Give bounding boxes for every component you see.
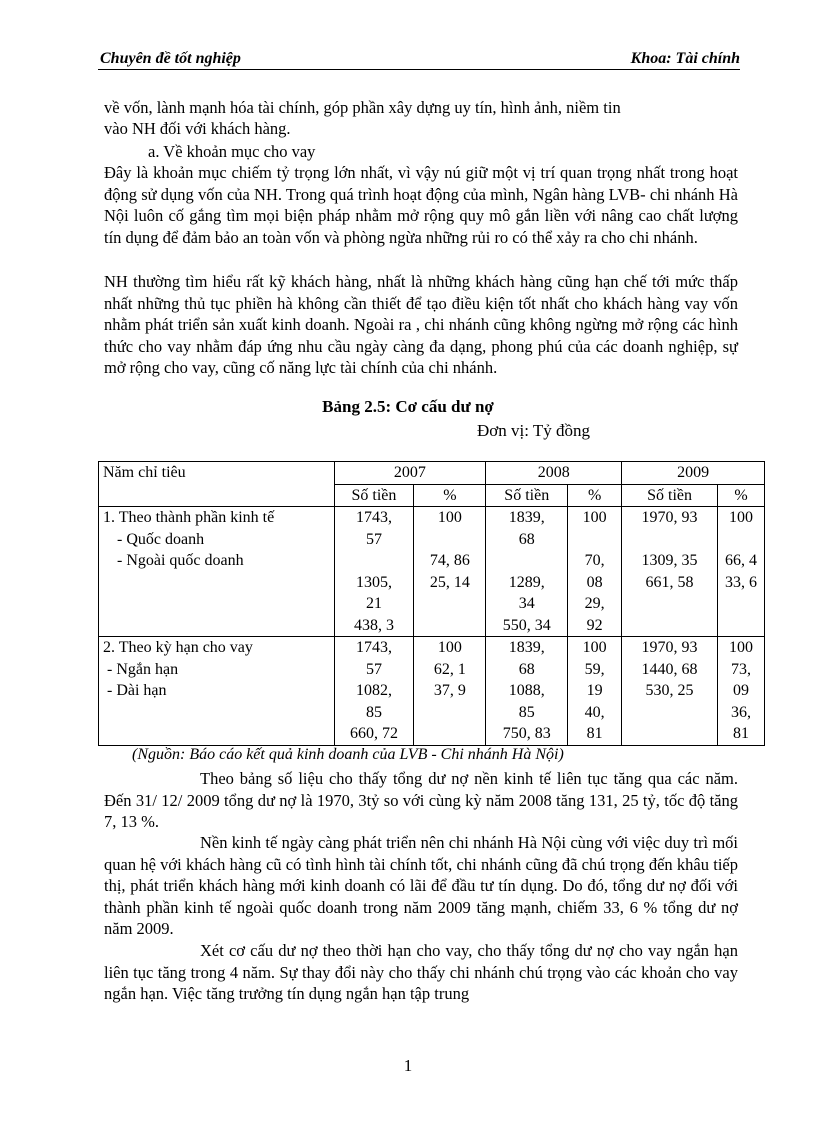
cell-line (339, 550, 410, 572)
header-left: Chuyên đề tốt nghiệp (100, 50, 241, 67)
cell-line: 68 (518, 530, 535, 548)
paragraph-4: Nền kinh tế ngày càng phát triển nên chi nhánh Hà Nội cùng với việc duy trì mối quan hệ với khách hàng cũ có tình hình tài chính tốt, chi nhánh cũng đã chú trọng đến khâu tiếp thị, phát triển khách hàng mới kinh doanh có lãi để đầu tư tín dụng. Do đó, tổng dư nợ đối với thành phần kinh tế ngoài quốc doanh trong năm 2009 tăng mạnh, chiếm 33, 6 % tổng dư nợ năm 2009. (104, 833, 738, 938)
cell-line: 1743, (355, 509, 392, 526)
cell-2009-amount (622, 507, 718, 637)
cell-line: 70, (584, 552, 605, 569)
cell-line: 37, 9 (433, 682, 466, 699)
cell-line: 21 (365, 595, 382, 612)
cell-line: 1088, (508, 682, 545, 699)
cell-line: 92 (586, 616, 603, 634)
cell-line: 59, (584, 660, 605, 678)
cell-line: 1839, (508, 639, 545, 656)
cell-line: 1970, 93 (641, 639, 698, 656)
cell-line: 1970, 93 (641, 509, 698, 526)
cell-line: 73, 09 (730, 660, 751, 699)
cell-line: 660, 72 (349, 725, 398, 742)
cell-line: 34 (518, 595, 535, 612)
table-row (99, 637, 765, 746)
cell-line: 530, 25 (645, 682, 694, 699)
cell-line: 1082, (355, 682, 392, 699)
cell-line: 19 (586, 682, 603, 699)
cell-line: 1289, (508, 573, 545, 591)
cell-2009-amount (622, 637, 718, 746)
body-line: vào NH đối với khách hàng. (104, 119, 291, 138)
cell-2007-amount (334, 507, 414, 637)
cell-line: 1440, 68 (641, 660, 698, 678)
cell-2007-pct (414, 637, 486, 746)
cell-2008-amount (486, 637, 568, 746)
cell-line: 85 (518, 703, 535, 721)
year-header: 2008 (486, 462, 622, 485)
col-header-amount: Số tiền (622, 484, 718, 507)
cell-2008-pct (568, 507, 622, 637)
cell-2009-pct (717, 507, 764, 637)
cell-line: 661, 58 (645, 573, 694, 591)
cell-line: 66, 4 (724, 552, 757, 569)
cell-line: 550, 34 (502, 616, 551, 634)
cell-2007-pct (414, 507, 486, 637)
cell-line: 100 (728, 639, 753, 656)
cell-line: 57 (365, 530, 382, 548)
year-header: 2009 (622, 462, 765, 485)
cell-line: 438, 3 (353, 616, 394, 634)
row-label: - Quốc doanh (117, 530, 205, 548)
paragraph-5: Xét cơ cấu dư nợ theo thời hạn cho vay, cho thấy tổng dư nợ cho vay ngắn hạn liên tục tăng trong 4 năm. Sự thay đổi này cho thấy chi nhánh chú trọng vào các khoản cho vay ngắn hạn. Việc tăng trưởng tín dụng ngắn hạn tập trung (104, 941, 738, 1003)
cell-line: 33, 6 (724, 573, 757, 591)
paragraph-1: Đây là khoản mục chiếm tỷ trọng lớn nhất, vì vậy nú giữ một vị trí quan trọng nhất trong hoạt động sử dụng vốn của NH. Trong quá trình hoạt động của mình, Ngân hàng LVB- chi nhánh Hà Nội luôn cố gắng tìm mọi biện pháp nhằm mở rộng quy mô gắn liền với nâng cao chất lượng tín dụng để đảm bảo an toàn vốn và phòng ngừa những rủi ro có thể xảy ra cho chi nhánh. (104, 163, 738, 247)
cell-line (490, 550, 563, 572)
table-corner: Năm chỉ tiêu (99, 462, 335, 507)
cell-line (572, 529, 617, 551)
cell-line: 100 (728, 509, 753, 526)
col-header-pct: % (414, 484, 486, 507)
cell-line: 81 (586, 725, 603, 742)
cell-line: 40, (584, 703, 605, 721)
paragraph-2: NH thường tìm hiểu rất kỹ khách hàng, nhất là những khách hàng cũng hạn chế tới mức thấp nhất những thủ tục phiền hà không cần thiết để tạo điều kiện tốt nhất cho khách hàng vay vốn nhằm phát triển sản xuất kinh doanh. Ngoài ra , chi nhánh cũng không ngừng mở rộng các hình thức cho vay nhằm đáp ứng nhu cầu ngày càng đa dạng, phong phú của các doanh nghiệp, sự mở rộng cho vay, cũng cố năng lực tài chính của chi nhánh. (104, 272, 738, 377)
table-source: (Nguồn: Báo cáo kết quả kinh doanh của LVB - Chi nhánh Hà Nội) (132, 746, 564, 763)
row-labels (99, 507, 335, 637)
debt-structure-table (98, 461, 765, 746)
cell-line (418, 529, 481, 551)
row-labels (99, 637, 335, 746)
header-rule (98, 69, 740, 70)
cell-line: 08 (586, 573, 603, 591)
page-number: 1 (403, 1056, 413, 1075)
cell-line: 62, 1 (433, 660, 466, 678)
cell-2007-amount (334, 637, 414, 746)
row-label: 1. Theo thành phần kinh tế (103, 509, 275, 526)
cell-line: 100 (437, 509, 462, 526)
cell-line: 1743, (355, 639, 392, 656)
cell-2009-pct (717, 637, 764, 746)
header-right: Khoa: Tài chính (630, 50, 740, 67)
cell-2008-pct (568, 637, 622, 746)
cell-2008-amount (486, 507, 568, 637)
cell-line: 29, (584, 595, 605, 612)
cell-line: 25, 14 (429, 573, 470, 591)
cell-line: 1305, (355, 573, 392, 591)
col-header-pct: % (568, 484, 622, 507)
cell-line: 100 (582, 509, 607, 526)
cell-line: 100 (582, 639, 607, 656)
cell-line: 750, 83 (502, 725, 551, 742)
body-line: về vốn, lành mạnh hóa tài chính, góp phần xây dựng uy tín, hình ảnh, niềm tin (104, 98, 621, 117)
col-header-pct: % (717, 484, 764, 507)
row-label: 2. Theo kỳ hạn cho vay (103, 639, 253, 656)
cell-line: 57 (365, 660, 382, 678)
row-label: - Ngoài quốc doanh (117, 552, 244, 569)
subheading: a. Về khoản mục cho vay (148, 142, 316, 161)
cell-line (626, 529, 713, 551)
cell-line: 68 (518, 660, 535, 678)
paragraph-3: Theo bảng số liệu cho thấy tổng dư nợ nền kinh tế liên tục tăng qua các năm. Đến 31/ 12/ 2009 tổng dư nợ là 1970, 3tỷ so với cùng kỳ năm 2008 tăng 131, 25 tỷ, tốc độ tăng 7, 13 %. (104, 769, 738, 831)
table-row (99, 507, 765, 637)
col-header-amount: Số tiền (334, 484, 414, 507)
table-caption: Bảng 2.5: Cơ cấu dư nợ (322, 397, 494, 416)
cell-line: 1309, 35 (641, 552, 698, 569)
col-header-amount: Số tiền (486, 484, 568, 507)
row-label: - Ngắn hạn (107, 660, 179, 678)
cell-line: 74, 86 (429, 552, 470, 569)
cell-line: 36, 81 (730, 703, 751, 742)
cell-line: 85 (365, 703, 382, 721)
table-unit: Đơn vị: Tỷ đồng (477, 421, 591, 440)
cell-line: 100 (437, 639, 462, 656)
row-label: - Dài hạn (107, 682, 167, 699)
year-header: 2007 (334, 462, 486, 485)
cell-line: 1839, (508, 509, 545, 526)
cell-line (722, 529, 760, 551)
